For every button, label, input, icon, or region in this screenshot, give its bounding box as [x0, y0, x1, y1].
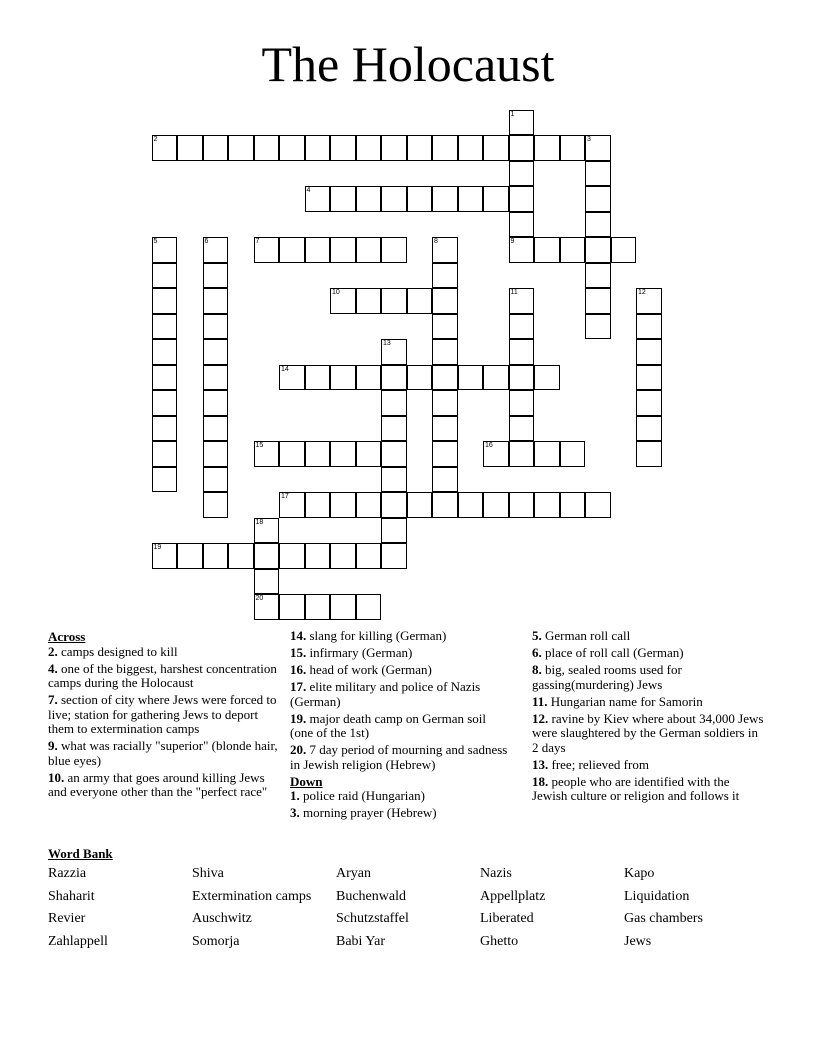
grid-cell[interactable] [585, 237, 611, 263]
word-bank-item: Ghetto [480, 933, 519, 949]
grid-cell[interactable] [203, 416, 229, 442]
clue-item-text: section of city where Jews were forced to live; station for gathering Jews to deport them to extermination camps [48, 692, 277, 736]
grid-cell[interactable] [203, 135, 229, 161]
clue-number: 3 [587, 136, 591, 143]
grid-cell[interactable] [305, 594, 331, 620]
down-heading: Down [290, 773, 323, 789]
grid-cell[interactable] [305, 186, 331, 212]
grid-cell[interactable] [509, 339, 535, 365]
grid-cell[interactable] [585, 135, 611, 161]
clue-item [48, 771, 280, 800]
clue-item [532, 695, 764, 710]
grid-cell[interactable] [636, 365, 662, 391]
clue-item-text: 7 day period of mourning and sadness in Jewish religion (Hebrew) [290, 742, 508, 772]
grid-cell[interactable] [356, 186, 382, 212]
clue-number: 11 [510, 289, 518, 296]
clue-number: 13 [383, 340, 391, 347]
grid-cell[interactable] [305, 441, 331, 467]
grid-cell[interactable] [203, 339, 229, 365]
grid-cell[interactable] [254, 237, 280, 263]
grid-cell[interactable] [483, 441, 509, 467]
clue-item-number: 4. [48, 660, 58, 676]
clue-number: 12 [638, 289, 646, 296]
grid-cell[interactable] [152, 365, 178, 391]
clue-item-text: police raid (Hungarian) [299, 788, 426, 803]
word-bank-item: Jews [624, 933, 652, 949]
word-bank-item: Appellplatz [480, 888, 546, 904]
clue-number: 1 [510, 110, 515, 118]
clue-item-text: morning prayer (Hebrew) [299, 805, 437, 820]
word-bank-item: Extermination camps [192, 888, 312, 904]
grid-cell[interactable] [432, 263, 458, 289]
word-bank-item: Revier [48, 911, 86, 926]
word-bank-item: Shaharit [48, 888, 95, 904]
grid-cell[interactable] [636, 441, 662, 467]
clue-item-number: 20. [290, 742, 307, 757]
grid-cell[interactable] [152, 339, 178, 365]
grid-cell[interactable] [305, 492, 331, 518]
clue-number: 6 [204, 238, 209, 245]
clue-item [532, 775, 764, 804]
grid-cell[interactable] [152, 390, 178, 416]
clue-item-number: 8. [532, 662, 542, 677]
across-clue-list [48, 645, 280, 800]
grid-cell[interactable] [254, 135, 280, 161]
grid-cell[interactable] [483, 492, 509, 518]
grid-cell[interactable] [356, 288, 382, 314]
grid-cell[interactable] [279, 441, 305, 467]
clue-number: 14 [281, 365, 289, 373]
word-bank-item: Liquidation [624, 888, 690, 904]
grid-cell[interactable] [254, 594, 280, 620]
grid-cell[interactable] [279, 594, 305, 620]
clue-number: 9 [510, 238, 515, 245]
word-bank-item: Babi Yar [336, 933, 386, 949]
grid-cell[interactable] [407, 365, 433, 391]
grid-cell[interactable] [330, 365, 356, 391]
grid-cell[interactable] [203, 263, 229, 289]
clue-item [48, 645, 280, 660]
grid-cell[interactable] [279, 135, 305, 161]
word-bank-item: Auschwitz [192, 911, 252, 926]
grid-cell[interactable] [509, 390, 535, 416]
clue-item [532, 663, 764, 692]
clue-item [48, 739, 280, 768]
grid-cell[interactable] [585, 161, 611, 187]
grid-cell[interactable] [560, 441, 586, 467]
grid-cell[interactable] [534, 365, 560, 391]
clue-item [290, 789, 510, 804]
grid-cell[interactable] [381, 135, 407, 161]
grid-cell[interactable] [636, 314, 662, 340]
clue-item [290, 646, 510, 661]
clue-item [48, 693, 280, 737]
clue-item-text: camps designed to kill [57, 643, 178, 659]
grid-cell[interactable] [203, 467, 229, 493]
grid-cell[interactable] [432, 314, 458, 340]
grid-cell[interactable] [254, 569, 280, 595]
grid-cell[interactable] [356, 441, 382, 467]
grid-cell[interactable] [432, 441, 458, 467]
grid-cell[interactable] [330, 135, 356, 161]
clue-item-number: 14. [290, 628, 307, 643]
clue-number: 4 [306, 187, 311, 194]
grid-cell[interactable] [254, 518, 280, 544]
clue-item-text: people who are identified with the Jewish culture or religion and follows it [532, 773, 740, 803]
grid-cell[interactable] [356, 594, 382, 620]
clue-item-number: 5. [532, 628, 542, 643]
grid-cell[interactable] [381, 186, 407, 212]
grid-cell[interactable] [228, 135, 254, 161]
clue-item [290, 806, 510, 821]
clue-item [532, 758, 764, 773]
clue-number: 7 [255, 238, 260, 245]
clue-item [48, 662, 280, 691]
grid-cell[interactable] [203, 441, 229, 467]
grid-cell[interactable] [177, 135, 203, 161]
grid-cell[interactable] [534, 441, 560, 467]
word-bank-item: Liberated [480, 911, 534, 926]
grid-cell[interactable] [152, 263, 178, 289]
grid-cell[interactable] [509, 288, 535, 314]
grid-cell[interactable] [560, 237, 586, 263]
clues-column-3 [532, 629, 764, 806]
grid-cell[interactable] [432, 467, 458, 493]
grid-cell[interactable] [381, 543, 407, 569]
clue-item-number: 11. [532, 693, 548, 709]
clue-item [532, 646, 764, 661]
clues-column-2 [290, 629, 510, 823]
grid-cell[interactable] [636, 339, 662, 365]
grid-cell[interactable] [381, 365, 407, 391]
clue-item-number: 12. [532, 710, 549, 726]
grid-cell[interactable] [152, 314, 178, 340]
word-bank-item: Schutzstaffel [336, 911, 409, 926]
clue-item-number: 6. [532, 645, 542, 660]
grid-cell[interactable] [152, 237, 178, 263]
grid-cell[interactable] [432, 390, 458, 416]
clue-number: 17 [281, 493, 289, 500]
grid-cell[interactable] [407, 135, 433, 161]
grid-cell[interactable] [203, 390, 229, 416]
grid-cell[interactable] [356, 492, 382, 518]
grid-cell[interactable] [509, 441, 535, 467]
grid-cell[interactable] [356, 237, 382, 263]
clue-number: 10 [332, 289, 340, 296]
clue-item-text: infirmary (German) [306, 645, 413, 660]
clue-item-text: elite military and police of Nazis (German) [290, 679, 481, 709]
clues-column-1 [48, 629, 280, 802]
clue-number: 5 [153, 238, 158, 245]
grid-cell[interactable] [177, 543, 203, 569]
clue-number: 15 [255, 442, 264, 449]
grid-cell[interactable] [254, 441, 280, 467]
grid-cell[interactable] [585, 263, 611, 289]
clue-item-number: 10. [48, 769, 65, 785]
grid-cell[interactable] [152, 135, 178, 161]
grid-cell[interactable] [381, 339, 407, 365]
grid-cell[interactable] [432, 365, 458, 391]
clue-number: 16 [485, 442, 493, 449]
across-clue-list-continued [290, 629, 510, 772]
grid-cell[interactable] [381, 288, 407, 314]
clue-item-number: 1. [290, 788, 300, 803]
clue-item [290, 680, 510, 709]
grid-cell[interactable] [279, 365, 305, 391]
clue-item-number: 19. [290, 710, 307, 726]
grid-cell[interactable] [560, 135, 586, 161]
clue-item [290, 629, 510, 644]
clue-item-number: 7. [48, 692, 58, 707]
word-bank-item: Buchenwald [336, 888, 406, 904]
word-bank-item: Zahlappell [48, 933, 108, 949]
clue-item-text: slang for killing (German) [306, 628, 447, 643]
clue-item-number: 9. [48, 738, 58, 753]
clue-item-text: one of the biggest, harshest concentration camps during the Holocaust [48, 660, 277, 690]
grid-cell[interactable] [407, 492, 433, 518]
grid-cell[interactable] [305, 135, 331, 161]
grid-cell[interactable] [381, 237, 407, 263]
clue-item-text: German roll call [541, 628, 631, 643]
grid-cell[interactable] [509, 365, 535, 391]
grid-cell[interactable] [407, 186, 433, 212]
grid-cell[interactable] [432, 135, 458, 161]
grid-cell[interactable] [560, 492, 586, 518]
grid-cell[interactable] [585, 314, 611, 340]
grid-cell[interactable] [509, 314, 535, 340]
grid-cell[interactable] [330, 186, 356, 212]
clue-item-number: 16. [290, 662, 307, 677]
grid-cell[interactable] [458, 492, 484, 518]
grid-cell[interactable] [458, 135, 484, 161]
grid-cell[interactable] [356, 365, 382, 391]
grid-cell[interactable] [509, 186, 535, 212]
grid-cell[interactable] [356, 543, 382, 569]
grid-cell[interactable] [432, 237, 458, 263]
word-bank-item: Somorja [192, 933, 240, 949]
clue-item [532, 629, 764, 644]
grid-cell[interactable] [305, 365, 331, 391]
clue-number: 20 [255, 595, 264, 602]
grid-cell[interactable] [254, 543, 280, 569]
grid-cell[interactable] [585, 212, 611, 238]
clue-item-text: ravine by Kiev where about 34,000 Jews were slaughtered by the German soldiers in 2 days [532, 710, 764, 755]
grid-cell[interactable] [356, 135, 382, 161]
clue-item-text: major death camp on German soil (one of the 1st) [290, 710, 487, 740]
grid-cell[interactable] [305, 543, 331, 569]
clue-item-text: place of roll call (German) [541, 645, 684, 660]
across-heading: Across [48, 629, 86, 644]
word-bank-item: Shiva [192, 866, 224, 881]
grid-cell[interactable] [636, 288, 662, 314]
grid-cell[interactable] [330, 288, 356, 314]
clue-item-number: 18. [532, 773, 549, 789]
down-clue-list [290, 789, 510, 821]
page-title: The Holocaust [261, 36, 555, 92]
grid-cell[interactable] [381, 441, 407, 467]
grid-cell[interactable] [585, 288, 611, 314]
grid-cell[interactable] [279, 543, 305, 569]
word-bank-item: Kapo [624, 866, 655, 881]
grid-cell[interactable] [432, 186, 458, 212]
grid-cell[interactable] [483, 365, 509, 391]
clue-item-text: what was racially "superior" (blonde hair, blue eyes) [48, 738, 278, 768]
grid-cell[interactable] [203, 237, 229, 263]
grid-cell[interactable] [458, 365, 484, 391]
grid-cell[interactable] [509, 237, 535, 263]
grid-cell[interactable] [534, 135, 560, 161]
clue-item-text: head of work (German) [306, 662, 432, 677]
clue-number: 8 [434, 238, 438, 245]
grid-cell[interactable] [203, 543, 229, 569]
grid-cell[interactable] [305, 237, 331, 263]
word-bank-item: Aryan [336, 866, 371, 881]
clue-item [290, 663, 510, 678]
grid-cell[interactable] [509, 135, 535, 161]
word-bank-item: Nazis [480, 866, 512, 881]
grid-cell[interactable] [152, 416, 178, 442]
grid-cell[interactable] [432, 339, 458, 365]
grid-cell[interactable] [534, 237, 560, 263]
word-bank-item: Gas chambers [624, 911, 703, 926]
clue-item-number: 15. [290, 645, 307, 660]
grid-cell[interactable] [585, 186, 611, 212]
word-bank-heading: Word Bank [48, 846, 113, 861]
grid-cell[interactable] [152, 543, 178, 569]
clue-item-number: 13. [532, 756, 549, 772]
grid-cell[interactable] [432, 416, 458, 442]
grid-cell[interactable] [509, 416, 535, 442]
grid-cell[interactable] [381, 390, 407, 416]
grid-cell[interactable] [203, 288, 229, 314]
clue-item-number: 17. [290, 679, 307, 694]
grid-cell[interactable] [203, 492, 229, 518]
clue-item [290, 712, 510, 741]
grid-cell[interactable] [432, 492, 458, 518]
grid-cell[interactable] [432, 288, 458, 314]
grid-cell[interactable] [585, 492, 611, 518]
grid-cell[interactable] [381, 492, 407, 518]
grid-cell[interactable] [330, 543, 356, 569]
grid-cell[interactable] [330, 237, 356, 263]
grid-cell[interactable] [381, 416, 407, 442]
grid-cell[interactable] [330, 594, 356, 620]
clue-number: 2 [153, 136, 158, 143]
grid-cell[interactable] [228, 543, 254, 569]
clue-item [532, 712, 764, 756]
grid-cell[interactable] [483, 186, 509, 212]
grid-cell[interactable] [279, 237, 305, 263]
grid-cell[interactable] [381, 518, 407, 544]
grid-cell[interactable] [279, 492, 305, 518]
clue-item-text: big, sealed rooms used for gassing(murdering) Jews [532, 662, 682, 692]
clue-number: 19 [153, 544, 162, 551]
grid-cell[interactable] [534, 492, 560, 518]
clue-item-number: 3. [290, 805, 300, 820]
grid-cell[interactable] [458, 186, 484, 212]
clue-item [290, 743, 510, 772]
grid-cell[interactable] [203, 314, 229, 340]
clue-item-text: Hungarian name for Samorin [547, 693, 703, 709]
word-bank-item: Razzia [48, 866, 87, 881]
clue-item-text: free; relieved from [548, 756, 649, 772]
grid-cell[interactable] [152, 467, 178, 493]
grid-cell[interactable] [509, 110, 535, 136]
clue-number: 18 [255, 518, 264, 526]
grid-cell[interactable] [203, 365, 229, 391]
grid-cell[interactable] [381, 467, 407, 493]
clue-item-number: 2. [48, 643, 58, 659]
grid-cell[interactable] [509, 161, 535, 187]
grid-cell[interactable] [152, 288, 178, 314]
grid-cell[interactable] [152, 441, 178, 467]
grid-cell[interactable] [407, 288, 433, 314]
grid-cell[interactable] [330, 441, 356, 467]
down-clue-list-continued [532, 629, 764, 804]
clue-item-text: an army that goes around killing Jews and everyone other than the "perfect race" [48, 769, 268, 799]
grid-cell[interactable] [636, 390, 662, 416]
grid-cell[interactable] [483, 135, 509, 161]
grid-cell[interactable] [636, 416, 662, 442]
grid-cell[interactable] [330, 492, 356, 518]
grid-cell[interactable] [611, 237, 637, 263]
grid-cell[interactable] [509, 492, 535, 518]
grid-cell[interactable] [509, 212, 535, 238]
